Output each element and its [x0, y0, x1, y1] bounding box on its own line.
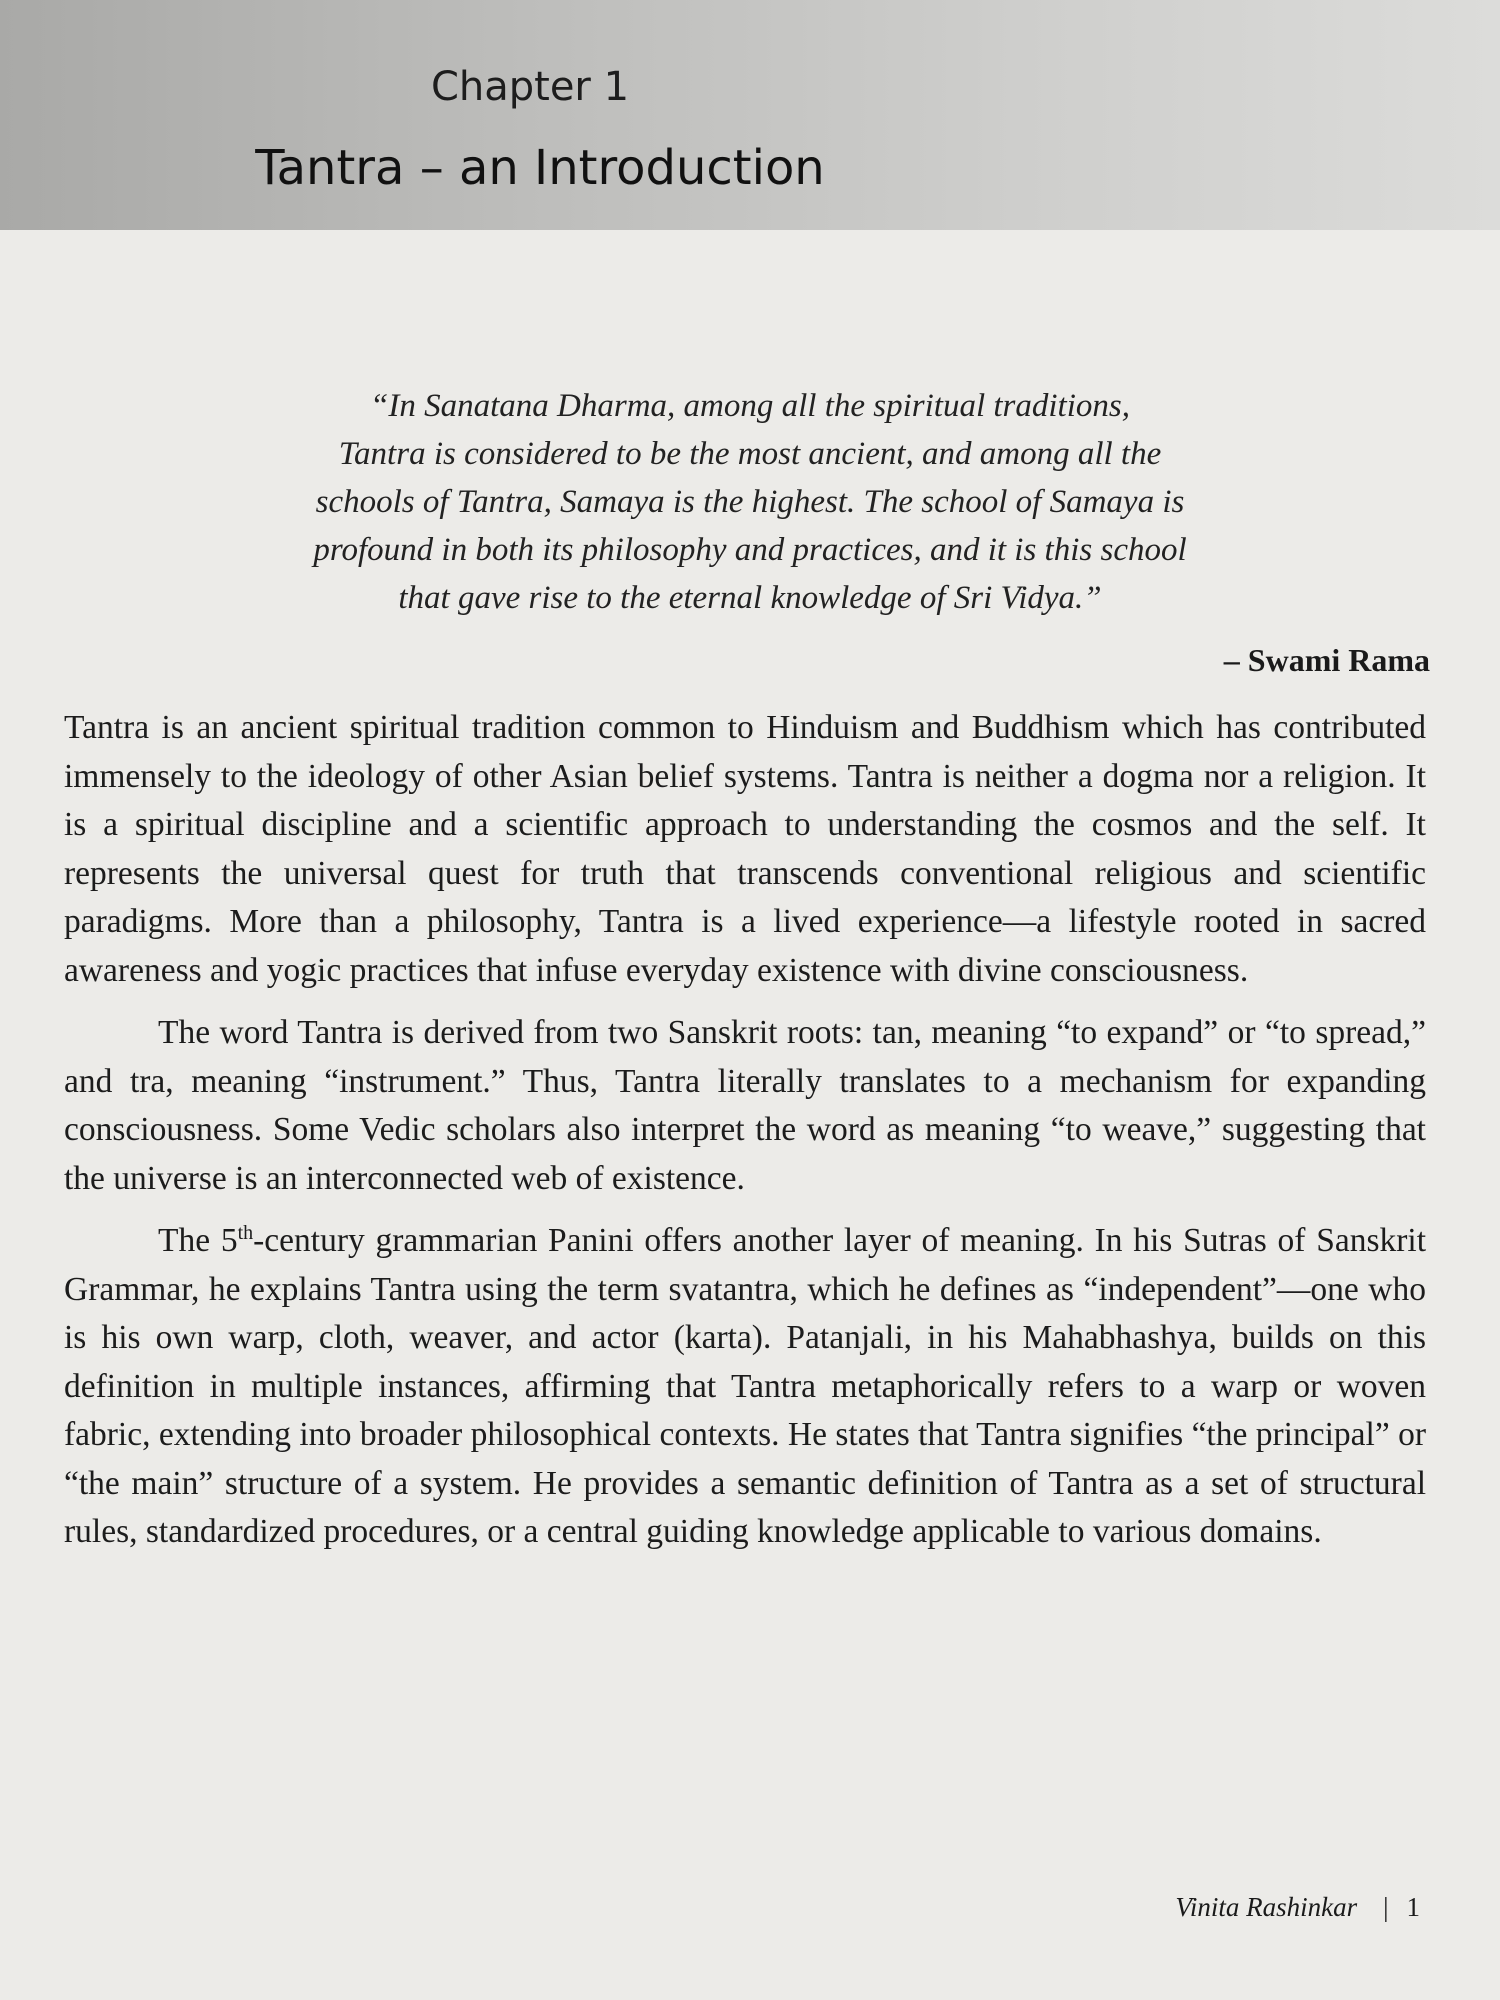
- epigraph-line: Tantra is considered to be the most ancient, and among all the: [338, 436, 1162, 472]
- epigraph-line: profound in both its philosophy and practices, and it is this school: [313, 532, 1187, 568]
- paragraph-3: [64, 1217, 1426, 1557]
- footer-separator: |: [1383, 1892, 1389, 1922]
- chapter-body: [64, 704, 1426, 1571]
- chapter-title-text: Tantra – an Introduction: [255, 140, 825, 196]
- paragraph-1: Tantra is an ancient spiritual tradition common to Hinduism and Buddhism which has contributed immensely to the ideology of other Asian belief systems. Tantra is neither a dogma nor a religion. It is a spiritual discipline and a scientific approach to understanding the cosmos and the self. It represents the universal quest for truth that transcends conventional religious and scientific paradigms. More than a philosophy, Tantra is a lived experience—a lifestyle rooted in sacred awareness and yogic practices that infuse everyday existence with divine consciousness.: [64, 709, 1426, 989]
- paragraph-3-lead: The 5: [158, 1222, 238, 1259]
- paragraph-2: The word Tantra is derived from two Sanskrit roots: tan, meaning “to expand” or “to spread,” and tra, meaning “instrument.” Thus, Tantra literally translates to a mechanism for expanding consciousness. Some Vedic scholars also interpret the word as meaning “to weave,” suggesting that the universe is an interconnected web of existence.: [64, 1014, 1426, 1197]
- epigraph-attribution: – Swami Rama: [1223, 642, 1430, 678]
- epigraph-line: that gave rise to the eternal knowledge of Sri Vidya.”: [398, 580, 1102, 616]
- ordinal-superscript: th: [237, 1221, 254, 1244]
- chapter-title: [0, 140, 1500, 196]
- paragraph-3-text: -century grammarian Panini offers another layer of meaning. In his Sutras of Sanskrit Grammar, he explains Tantra using the term svatantra, which he defines as “independent”—one who is his own warp, cloth, weaver, and actor (karta). Patanjali, in his Mahabhashya, builds on this definition in multiple instances, affirming that Tantra metaphorically refers to a warp or woven fabric, extending into broader philosophical contexts. He states that Tantra signifies “the principal” or “the main” structure of a system. He provides a semantic definition of Tantra as a set of structural rules, standardized procedures, or a central guiding knowledge applicable to various domains.: [64, 1222, 1427, 1550]
- epigraph-quote: [100, 382, 1400, 622]
- chapter-label: Chapter 1: [430, 64, 630, 110]
- page-number: 1: [1406, 1892, 1420, 1922]
- epigraph-line: schools of Tantra, Samaya is the highest. The school of Samaya is: [315, 484, 1185, 520]
- footer-author: Vinita Rashinkar: [1175, 1892, 1358, 1922]
- page-footer: [1175, 1892, 1420, 1923]
- epigraph-line: “In Sanatana Dharma, among all the spiritual traditions,: [370, 388, 1130, 424]
